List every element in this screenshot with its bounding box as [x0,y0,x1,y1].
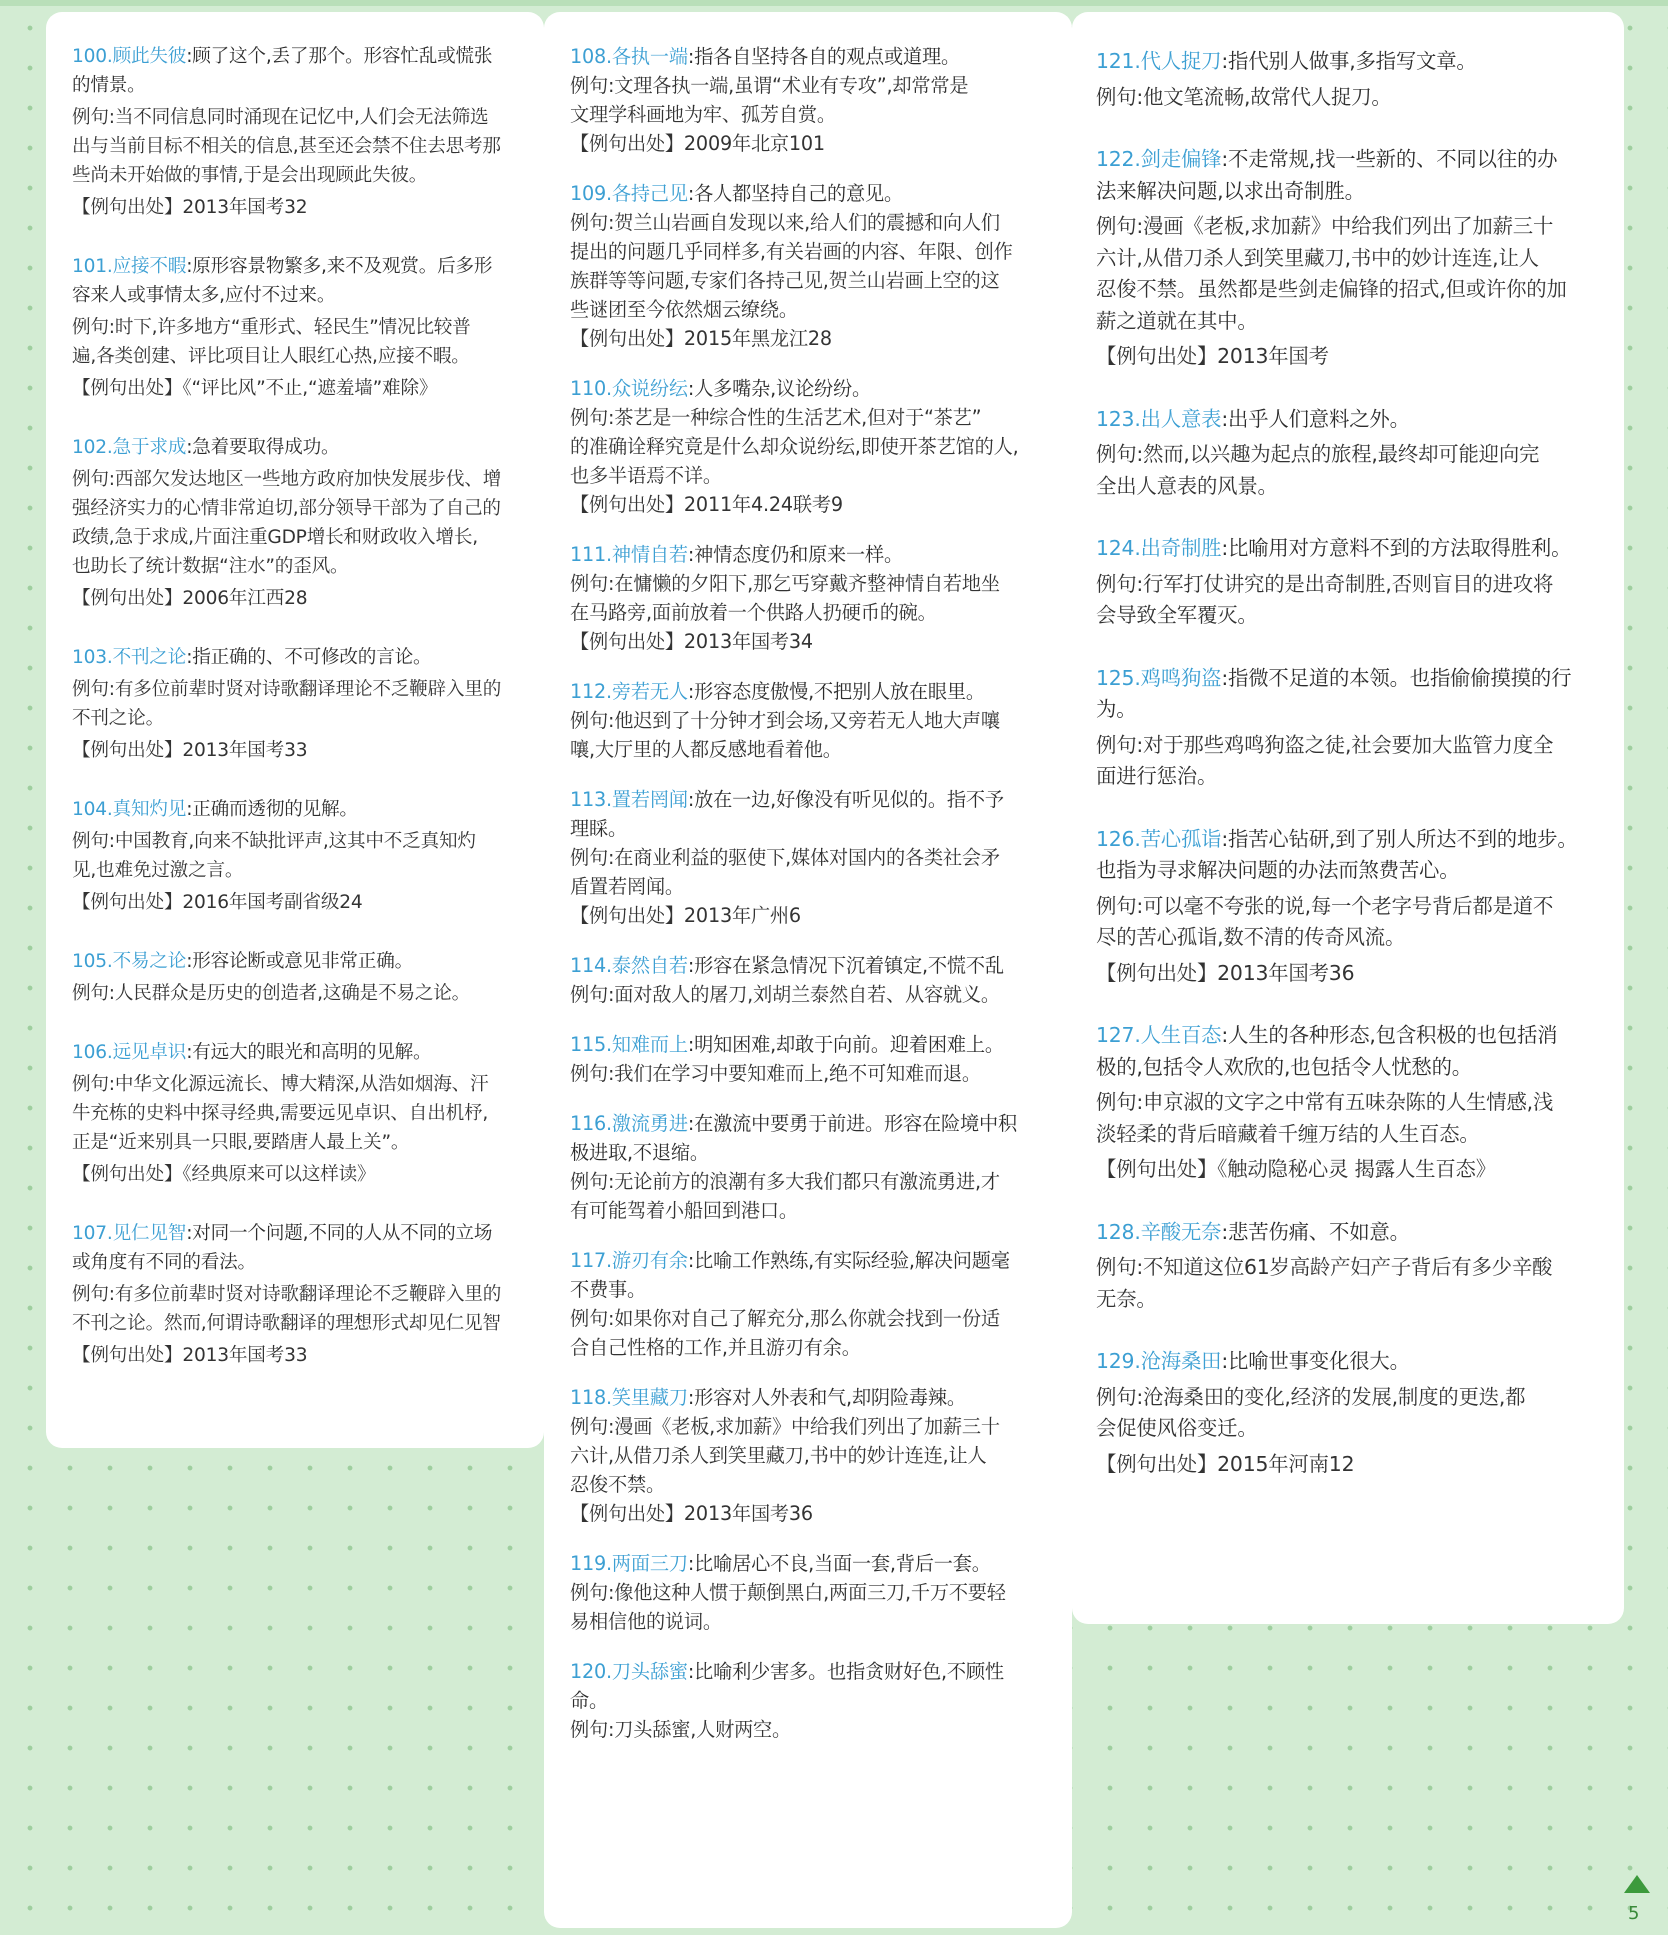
example-line: 例句:中国教育,向来不缺批评声,这其中不乏真知灼 [72,831,476,852]
idiom-headline [570,1030,1052,1059]
example-line: 无奈。 [1096,1286,1157,1311]
headline-line [570,1109,1052,1138]
idiom-entry [570,785,1052,930]
example-line: 例句:在商业利益的驱使下,媒体对国内的各类社会矛 [570,846,1000,869]
idiom-term: 114.泰然自若 [570,954,688,977]
idiom-definition: :指苦心钻研,到了别人所达不到的地步。 [1221,826,1578,851]
example-line: 例句:不知道这位61岁高龄产妇产子背后有多少辛酸 [1096,1255,1553,1279]
example-sentence [570,1304,1052,1362]
example-sentence [1096,439,1604,502]
idiom-definition: :不走常规,找一些新的、不同以往的办 [1221,147,1558,171]
example-line: 例句:面对敌人的屠刀,刘胡兰泰然自若、从容就义。 [570,983,1000,1006]
idiom-term: 127.人生百态 [1096,1023,1222,1047]
column-card-1 [46,12,544,1448]
example-source: 【例句出处】《“评比风”不止,“遮羞墙”难除》 [72,378,438,399]
idiom-entry [570,540,1052,656]
example-source: 【例句出处】2013年国考33 [72,1345,308,1366]
example-sentence [570,569,1052,627]
example-sentence [570,208,1052,324]
example-line: 的准确诠释究竟是什么却众说纷纭,即使开茶艺馆的人, [570,435,1019,458]
example-sentence [72,465,524,581]
example-line: 淡轻柔的背后暗藏着千缠万结的人生百态。 [1096,1121,1480,1146]
example-sentence [72,313,524,371]
example-line: 遍,各类创建、评比项目让人眼红心热,应接不暇。 [72,346,470,367]
example-line: 出与当前目标不相关的信息,甚至还会禁不住去思考那 [72,136,501,157]
headline-line [570,1657,1052,1686]
idiom-term: 104.真知灼见 [72,799,187,820]
idiom-definition: 极的,包括令人欢欣的,也包括令人忧愁的。 [1096,1054,1472,1079]
idiom-headline [1096,46,1604,78]
idiom-definition: :比喻居心不良,当面一套,背后一套。 [687,1552,991,1575]
example-line: 会导致全军覆灭。 [1096,603,1258,627]
example-line: 见,也难免过激之言。 [72,860,244,881]
idiom-entry [72,433,524,613]
idiom-term: 119.两面三刀 [570,1552,688,1575]
idiom-term: 122.剑走偏锋 [1096,147,1222,171]
idiom-definition: :出乎人们意料之外。 [1221,406,1410,431]
idiom-headline [72,42,524,100]
idiom-entry [72,643,524,765]
idiom-headline [570,540,1052,569]
idiom-headline [72,795,524,824]
example-line: 易相信他的说词。 [570,1610,722,1633]
idiom-entry [570,1246,1052,1362]
idiom-term: 113.置若罔闻 [570,788,688,811]
headline-line [570,1246,1052,1275]
example-source: 【例句出处】2015年河南12 [1096,1451,1355,1476]
idiom-headline [570,951,1052,980]
example-line: 嚷,大厅里的人都反感地看着他。 [570,738,842,761]
example-line: 也助长了统计数据“注水”的歪风。 [72,556,349,577]
example-sentence [1096,1252,1604,1315]
idiom-definition: :比喻世事变化很大。 [1221,1349,1410,1373]
example-line: 有可能驾着小船回到港口。 [570,1199,798,1222]
example-line: 盾置若罔闻。 [570,875,684,898]
idiom-definition: :顾了这个,丢了那个。形容忙乱或慌张 [186,46,493,67]
idiom-entry [570,1383,1052,1528]
headline-line [570,677,1052,706]
idiom-entry [1096,404,1604,503]
idiom-entry [570,374,1052,519]
example-line: 六计,从借刀杀人到笑里藏刀,书中的妙计连连,让人 [1096,245,1539,270]
headline-line [570,1549,1052,1578]
idiom-headline [72,643,524,672]
idiom-definition: :神情态度仍和原来一样。 [687,543,904,566]
idiom-term: 106.远见卓识 [72,1042,187,1063]
headline-line [1096,824,1604,856]
idiom-definition: :指各自坚持各自的观点或道理。 [687,45,960,68]
headline-line [1096,1217,1604,1249]
idiom-term: 105.不易之论 [72,951,187,972]
example-line: 例句:刀头舔蜜,人财两空。 [570,1718,792,1741]
idiom-definition: :形容态度傲慢,不把别人放在眼里。 [687,680,985,703]
idiom-term: 102.急于求成 [72,437,187,458]
example-sentence [1096,891,1604,954]
example-sentence [570,706,1052,764]
idiom-term: 112.旁若无人 [570,680,688,703]
idiom-definition: 或角度有不同的看法。 [72,1252,256,1273]
example-source: 【例句出处】2015年黑龙江28 [570,327,832,350]
idiom-headline [1096,404,1604,436]
example-sentence [72,1280,524,1338]
headline-line [1096,176,1604,208]
idiom-definition: :对同一个问题,不同的人从不同的立场 [186,1223,493,1244]
example-source: 【例句出处】2016年国考副省级24 [72,892,363,913]
example-line: 政绩,急于求成,片面注重GDP增长和财政收入增长, [72,527,478,548]
headline-line [1096,533,1604,565]
idiom-term: 117.游刃有余 [570,1249,688,1272]
headline-line [570,1030,1052,1059]
example-line: 例句:无论前方的浪潮有多大我们都只有激流勇进,才 [570,1170,1000,1193]
idiom-entry [570,1657,1052,1744]
example-sentence [72,979,524,1008]
example-line: 例句:我们在学习中要知难而上,绝不可知难而退。 [570,1062,981,1085]
example-line: 文理学科画地为牢、孤芳自赏。 [570,103,836,126]
idiom-term: 121.代人捉刀 [1096,49,1222,73]
idiom-headline [1096,144,1604,207]
example-line: 提出的问题几乎同样多,有关岩画的内容、年限、创作 [570,240,1013,263]
headline-line [570,1383,1052,1412]
example-line: 例句:漫画《老板,求加薪》中给我们列出了加薪三十 [1096,214,1554,238]
headline-line [570,540,1052,569]
headline-line [72,71,524,100]
headline-line [570,1138,1052,1167]
idiom-definition: :正确而透彻的见解。 [186,799,358,820]
idiom-definition: :有远大的眼光和高明的见解。 [186,1042,432,1063]
idiom-term: 115.知难而上 [570,1033,688,1056]
idiom-definition: :在激流中要勇于前进。形容在险境中积 [687,1112,1017,1135]
idiom-term: 110.众说纷纭 [570,377,688,400]
idiom-headline [570,42,1052,71]
idiom-definition: :悲苦伤痛、不如意。 [1221,1219,1410,1244]
idiom-definition: :比喻工作熟练,有实际经验,解决问题毫 [687,1249,1010,1272]
idiom-definition: :人生的各种形态,包含积极的也包括消 [1221,1023,1558,1047]
example-line: 不刊之论。然而,何谓诗歌翻译的理想形式却见仁见智 [72,1313,501,1334]
idiom-entry [1096,824,1604,990]
example-line: 例句:人民群众是历史的创造者,这确是不易之论。 [72,983,471,1004]
idiom-term: 107.见仁见智 [72,1223,187,1244]
idiom-entry [1096,533,1604,632]
idiom-definition: :指微不足道的本领。也指偷偷摸摸的行 [1221,665,1572,690]
example-line: 例句:可以毫不夸张的说,每一个老字号背后都是道不 [1096,893,1554,918]
idiom-entry [72,795,524,917]
idiom-entry [570,179,1052,353]
column-card-3 [1072,12,1624,1624]
headline-line [72,252,524,281]
headline-line [570,814,1052,843]
example-line: 例句:西部欠发达地区一些地方政府加快发展步伐、增 [72,469,502,490]
idiom-headline [1096,533,1604,565]
example-sentence [570,1059,1052,1088]
idiom-headline [570,1109,1052,1167]
idiom-headline [570,1549,1052,1578]
idiom-definition: :比喻用对方意料不到的方法取得胜利。 [1221,536,1572,560]
headline-line [1096,855,1604,887]
example-sentence [1096,730,1604,793]
example-sentence [570,980,1052,1009]
idiom-entry [570,1109,1052,1225]
headline-line [72,1219,524,1248]
example-line: 例句:他文笔流畅,故常代人捉刀。 [1096,84,1392,109]
idiom-term: 116.激流勇进 [570,1112,688,1135]
idiom-term: 124.出奇制胜 [1096,536,1222,560]
idiom-definition: 为。 [1096,697,1137,721]
idiom-entry [570,951,1052,1009]
headline-line [72,795,524,824]
example-sentence [570,1715,1052,1744]
idiom-headline [570,179,1052,208]
idiom-headline [72,433,524,462]
example-sentence [1096,569,1604,632]
example-line: 例句:申京淑的文字之中常有五味杂陈的人生情感,浅 [1096,1090,1554,1114]
example-sentence [570,843,1052,901]
idiom-term: 125.鸡鸣狗盗 [1096,665,1222,690]
idiom-definition: 容来人或事情太多,应付不过来。 [72,285,336,306]
example-line: 会促使风俗变迁。 [1096,1416,1258,1440]
idiom-definition: 命。 [570,1689,608,1712]
idiom-definition: :放在一边,好像没有听见似的。指不予 [687,788,1004,811]
example-source: 【例句出处】《经典原来可以这样读》 [72,1164,376,1185]
example-line: 强经济实力的心情非常迫切,部分领导干部为了自己的 [72,498,501,519]
example-line: 面进行惩治。 [1096,764,1218,788]
idiom-definition: :急着要取得成功。 [186,437,340,458]
example-line: 例句:对于那些鸡鸣狗盗之徒,社会要加大监管力度全 [1096,732,1554,757]
idiom-definition: :形容论断或意见非常正确。 [186,951,413,972]
idiom-definition: :比喻利少害多。也指贪财好色,不顾性 [687,1660,1004,1683]
idiom-entry [570,677,1052,764]
idiom-definition: 也指为寻求解决问题的办法而煞费苦心。 [1096,858,1460,882]
headline-line [1096,663,1604,695]
idiom-definition: 法来解决问题,以求出奇制胜。 [1096,178,1365,203]
example-line: 不刊之论。 [72,708,164,729]
triangle-up-icon [1624,1875,1650,1893]
idiom-term: 120.刀头舔蜜 [570,1660,688,1683]
idiom-definition: 极进取,不退缩。 [570,1141,709,1164]
headline-line [570,785,1052,814]
idiom-headline [72,252,524,310]
example-line: 例句:有多位前辈时贤对诗歌翻译理论不乏鞭辟入里的 [72,679,502,700]
example-source: 【例句出处】2013年广州6 [570,904,801,927]
idiom-headline [570,677,1052,706]
idiom-definition: 理睬。 [570,817,627,840]
idiom-term: 128.辛酸无奈 [1096,1219,1222,1244]
headline-line [570,1686,1052,1715]
idiom-entry [72,947,524,1008]
headline-line [1096,694,1604,726]
idiom-entry [72,1038,524,1189]
idiom-headline [570,785,1052,843]
column-card-2 [544,12,1072,1928]
example-source: 【例句出处】2013年国考36 [1096,960,1355,985]
example-source: 【例句出处】2011年4.24联考9 [570,493,843,516]
headline-line [72,643,524,672]
idiom-headline [72,947,524,976]
example-sentence [72,827,524,885]
idiom-entry [1096,46,1604,113]
idiom-entry [1096,663,1604,793]
idiom-entry [570,1030,1052,1088]
idiom-definition: :各人都坚持自己的意见。 [687,182,904,205]
example-sentence [1096,211,1604,337]
headline-line [72,281,524,310]
idiom-headline [1096,1020,1604,1083]
idiom-term: 111.神情自若 [570,543,688,566]
idiom-term: 109.各持己见 [570,182,688,205]
headline-line [72,42,524,71]
idiom-term: 126.苦心孤诣 [1096,826,1222,851]
idiom-definition: :形容在紧急情况下沉着镇定,不慌不乱 [687,954,1004,977]
idiom-definition: :原形容景物繁多,来不及观赏。后多形 [186,256,493,277]
idiom-entry [570,42,1052,158]
example-source: 【例句出处】2013年国考33 [72,740,308,761]
example-line: 例句:中华文化源远流长、博大精深,从浩如烟海、汗 [72,1074,489,1095]
headline-line [1096,1020,1604,1052]
example-line: 例句:当不同信息同时涌现在记忆中,人们会无法筛选 [72,107,489,128]
example-line: 例句:像他这种人惯于颠倒黑白,两面三刀,千万不要轻 [570,1581,1006,1604]
idiom-entry [72,252,524,403]
example-source: 【例句出处】《触动隐秘心灵 揭露人生百态》 [1096,1157,1496,1181]
example-line: 例句:有多位前辈时贤对诗歌翻译理论不乏鞭辟入里的 [72,1284,502,1305]
example-line: 族群等等问题,专家们各持己见,贺兰山岩画上空的这 [570,269,1000,292]
example-sentence [570,403,1052,490]
example-sentence [72,1070,524,1157]
example-sentence [72,103,524,190]
example-line: 例句:他迟到了十分钟才到会场,又旁若无人地大声嚷 [570,709,1000,732]
headline-line [1096,144,1604,176]
headline-line [570,1275,1052,1304]
idiom-entry [72,42,524,222]
idiom-entry [1096,144,1604,373]
headline-line [72,433,524,462]
example-sentence [1096,1087,1604,1150]
example-line: 例句:行军打仗讲究的是出奇制胜,否则盲目的进攻将 [1096,571,1554,596]
idiom-term: 129.沧海桑田 [1096,1349,1222,1373]
example-line: 例句:茶艺是一种综合性的生活艺术,但对于“茶艺” [570,406,982,429]
example-line: 六计,从借刀杀人到笑里藏刀,书中的妙计连连,让人 [570,1444,987,1467]
example-line: 牛充栋的史料中探寻经典,需要远见卓识、自出机杼, [72,1103,489,1124]
example-line: 薪之道就在其中。 [1096,308,1258,333]
headline-line [72,1248,524,1277]
example-source: 【例句出处】2013年国考36 [570,1502,813,1525]
example-line: 些尚未开始做的事情,于是会出现顾此失彼。 [72,165,428,186]
idiom-definition: :明知困难,却敢于向前。迎着困难上。 [687,1033,1004,1056]
idiom-headline [570,1657,1052,1715]
idiom-term: 108.各执一端 [570,45,688,68]
example-line: 例句:时下,许多地方“重形式、轻民生”情况比较普 [72,317,471,338]
idiom-definition: :形容对人外表和气,却阴险毒辣。 [687,1386,966,1409]
example-line: 正是“近来别具一只眼,要踏唐人最上关”。 [72,1132,410,1153]
idiom-term: 103.不刊之论 [72,647,187,668]
example-line: 些谜团至今依然烟云缭绕。 [570,298,798,321]
idiom-headline [1096,1346,1604,1378]
example-sentence [72,675,524,733]
idiom-entry [1096,1020,1604,1186]
headline-line [570,951,1052,980]
idiom-definition: :指正确的、不可修改的言论。 [186,647,432,668]
headline-line [1096,46,1604,78]
headline-line [72,1038,524,1067]
example-line: 也多半语焉不详。 [570,464,722,487]
headline-line [570,42,1052,71]
example-source: 【例句出处】2013年国考34 [570,630,813,653]
idiom-term: 123.出人意表 [1096,406,1222,431]
example-line: 在马路旁,面前放着一个供路人扔硬币的碗。 [570,601,937,624]
example-line: 例句:如果你对自己了解充分,那么你就会找到一份适 [570,1307,1000,1330]
page-number: 5 [1628,1903,1640,1924]
idiom-entry [1096,1346,1604,1480]
idiom-entry [570,1549,1052,1636]
top-border [0,0,1668,6]
example-line: 合自己性格的工作,并且游刃有余。 [570,1336,861,1359]
idiom-headline [1096,1217,1604,1249]
example-line: 忍俊不禁。 [570,1473,665,1496]
idiom-definition: 不费事。 [570,1278,646,1301]
example-sentence [570,1412,1052,1499]
example-source: 【例句出处】2013年国考32 [72,197,308,218]
idiom-headline [72,1038,524,1067]
idiom-headline [72,1219,524,1277]
example-line: 例句:沧海桑田的变化,经济的发展,制度的更迭,都 [1096,1384,1526,1409]
example-sentence [570,71,1052,129]
example-line: 尽的苦心孤诣,数不清的传奇风流。 [1096,925,1406,949]
idiom-entry [1096,1217,1604,1316]
example-sentence [570,1167,1052,1225]
example-line: 例句:漫画《老板,求加薪》中给我们列出了加薪三十 [570,1415,1000,1438]
idiom-term: 118.笑里藏刀 [570,1386,688,1409]
headline-line [1096,1346,1604,1378]
example-line: 例句:在慵懒的夕阳下,那乞丐穿戴齐整神情自若地坐 [570,572,1000,595]
headline-line [570,374,1052,403]
example-line: 全出人意表的风景。 [1096,473,1278,498]
idiom-headline [1096,663,1604,726]
idiom-definition: :指代别人做事,多指写文章。 [1221,49,1477,73]
example-line: 忍俊不禁。虽然都是些剑走偏锋的招式,但或许你的加 [1096,277,1567,301]
idiom-headline [1096,824,1604,887]
idiom-headline [570,1383,1052,1412]
idiom-headline [570,1246,1052,1304]
headline-line [570,179,1052,208]
example-line: 例句:然而,以兴趣为起点的旅程,最终却可能迎向完 [1096,442,1540,466]
headline-line [72,947,524,976]
idiom-headline [570,374,1052,403]
example-source: 【例句出处】2006年江西28 [72,588,308,609]
headline-line [1096,404,1604,436]
example-line: 例句:贺兰山岩画自发现以来,给人们的震撼和向人们 [570,211,1000,234]
example-sentence [1096,82,1604,114]
example-source: 【例句出处】2009年北京101 [570,132,825,155]
example-sentence [570,1578,1052,1636]
idiom-definition: :人多嘴杂,议论纷纷。 [687,377,871,400]
idiom-definition: 的情景。 [72,75,146,96]
example-source: 【例句出处】2013年国考 [1096,344,1329,368]
example-line: 例句:文理各执一端,虽谓“术业有专攻”,却常常是 [570,74,969,97]
headline-line [1096,1052,1604,1084]
idiom-term: 101.应接不暇 [72,256,187,277]
example-sentence [1096,1382,1604,1445]
idiom-term: 100.顾此失彼 [72,46,187,67]
idiom-entry [72,1219,524,1370]
